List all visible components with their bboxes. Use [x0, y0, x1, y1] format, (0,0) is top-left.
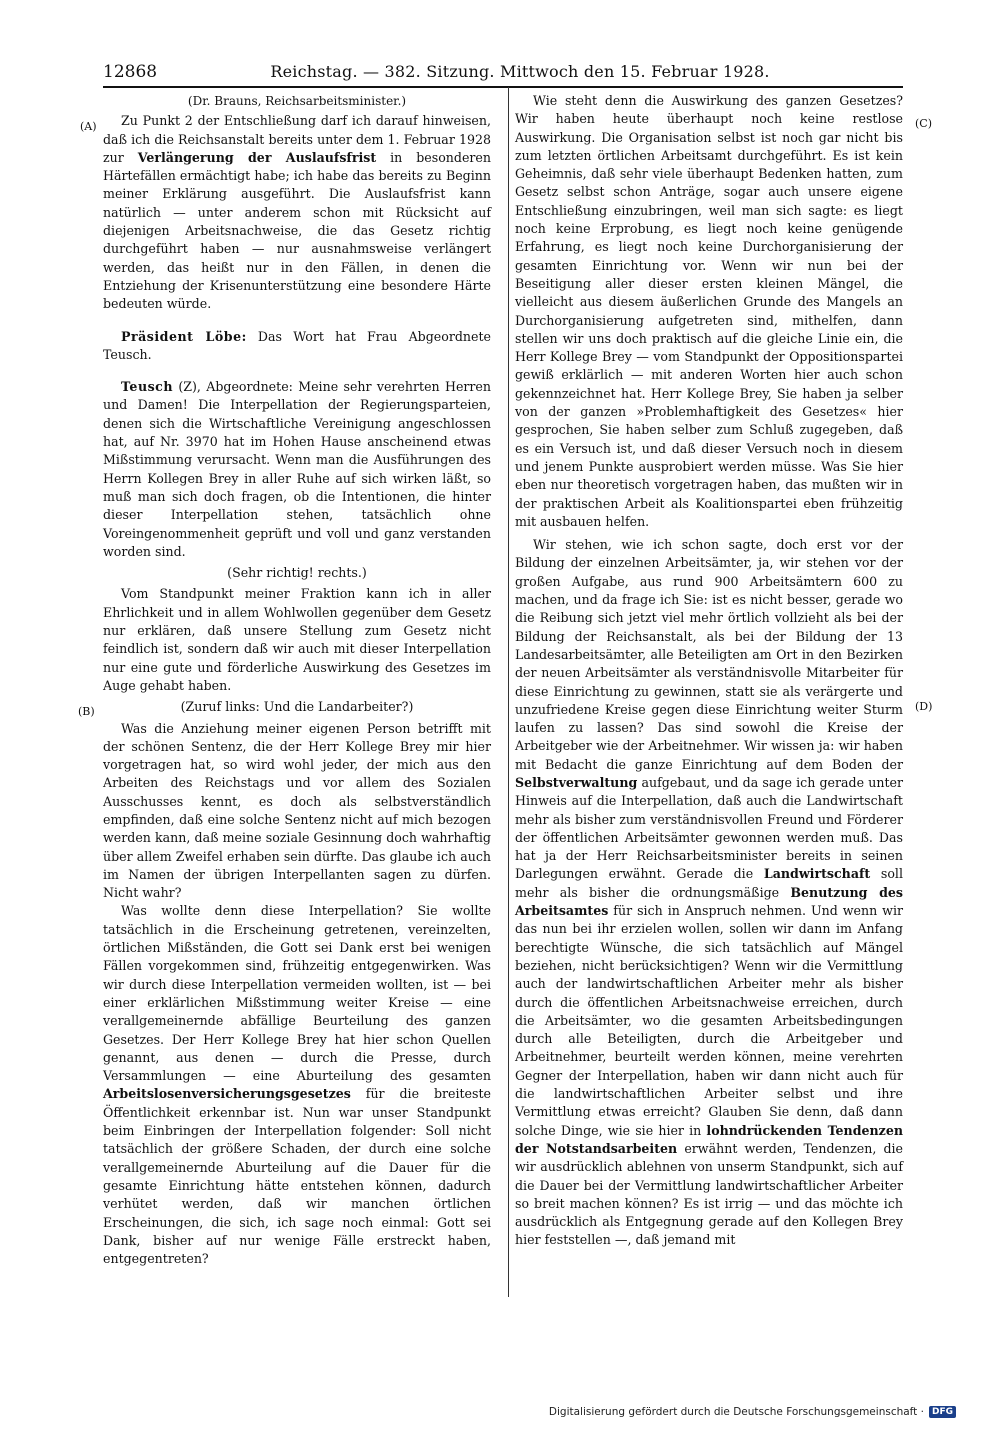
paragraph: Vom Standpunkt meiner Fraktion kann ich in aller Ehrlichkeit und in allem Wohlwollen gegenüber dem Gesetz nur erklären, daß unsere Stellung zum Gesetz nicht feindlich ist, sondern daß wir auch mit dieser Interpellation nur eine gute und förderliche Auswirkung des Gesetzes im Auge gehabt haben.: [103, 586, 491, 693]
header-rule: [103, 86, 903, 88]
bold-term: Landwirtschaft: [763, 866, 871, 882]
interjection: (Sehr richtig! rechts.): [227, 565, 367, 581]
paragraph: Wir stehen, wie ich schon sagte, doch erst vor der Bildung der einzelnen Arbeitsämter, ja, wir stehen vor der großen Aufgabe, aus rund 900 Arbeitsämtern 600 zu machen, und da frage ich Sie: ist es nicht besser, gerade wo die Reibung sich jetzt viel mehr örtlich vollzieht als bei der Bildung der Reichsanstalt, als bei der Bildung der 13 Landesarbeitsämter, alle Beteiligten am Ort in den Bezirken der neuen Arbeitsämter als verständnisvolle Mitarbeiter für diese Einrichtung zu gewinnen, statt sie als verärgerte und unzufriedene Kreise gegen diese Einrichtung weiter Sturm laufen zu lassen? Das sind sowohl die Kreise der Arbeitgeber wie der Arbeitnehmer. Wir wissen ja: wir haben mit Bedacht die ganze Einrichtung auf dem Boden der Selbstverwaltung aufgebaut, und da sage ich gerade unter Hinweis auf die Interpellation, daß auch die Landwirtschaft mehr als bisher zum verständnisvollen Freund und Förderer der öffentlichen Arbeitsämter gewonnen werden muß. Das hat ja der Herr Reichsarbeitsminister bereits in seinen Darlegungen erwähnt. Gerade die Landwirtschaft soll mehr als bisher die ordnungsmäßige Benutzung des Arbeitsamtes für sich in Anspruch nehmen. Und wenn wir das nun bei ihr erzielen wollen, sollen wir dann im Anfang berechtigte Wünsche, die sich tatsächlich auf Mängel beziehen, nicht berücksichtigen? Wenn wir die Vermittlung auch der landwirtschaftlichen Arbeiter mehr als bisher durch die öffentlichen Arbeitsnachweise erreichen, durch die Arbeitsämter, wo die gesamten Arbeitsbedingungen durch alle Beteiligten, durch die Arbeitgeber und Arbeitnehmer, beurteilt werden können, meine verehrten Gegner der Interpellation, haben wir dann nicht auch für die landwirtschaftlichen Arbeiter selbst und ihre Vermittlung etwas erreicht? Glauben Sie denn, daß dann solche Dinge, wie sie hier in lohndrückenden Tendenzen der Notstandsarbeiten erwähnt werden, Tendenzen, die wir ausdrücklich ablehnen von unserm Standpunkt, sich auf die Dauer bei der Vermittlung landwirtschaftlicher Arbeiter so breit machen können? Es ist irrig — und das möchte ich ausdrücklich als Entgegnung gerade auf den Kollegen Brey hier feststellen —, daß jemand mit: [515, 537, 903, 1248]
dfg-logo: DFG: [929, 1406, 956, 1418]
speech-start: Teusch (Z), Abgeordnete: Meine sehr verehrten Herren und Damen! Die Interpellation der Regierungsparteien, denen sich die Wirtschaftliche Vereinigung angeschlossen hat, auf Nr. 3970 hat im Hohen Hause anscheinend etwas Mißstimmung verursacht. Wenn man die Ausführungen des Herrn Kollegen Brey in aller Ruhe auf sich wirken läßt, so muß man sich doch fragen, ob die Intentionen, die hinter dieser Interpellation stehen, tatsächlich ohne Voreingenommenheit geprüft und voll und ganz verstanden worden sind.: [103, 379, 491, 559]
paragraph: Zu Punkt 2 der Entschließung darf ich darauf hinweisen, daß ich die Reichsanstalt bereits unter dem 1. Februar 1928 zur Verlängerung der Auslaufsfrist in besonderen Härtefällen ermächtigt habe; ich habe das bereits zu Beginn meiner Erklärung ausgeführt. Die Auslaufsfrist kann natürlich — unter anderem schon mit Rücksicht auf diejenigen Arbeitsnachweise, die das Gesetz richtig durchgeführt haben — nur ausnahmsweise verlängert werden, das heißt nur in den Fällen, in denen die Entziehung der Krisenunterstützung eine besondere Härte bedeuten würde.: [103, 113, 491, 312]
column-divider: [508, 87, 509, 1297]
digitization-credit: [549, 1406, 956, 1418]
bold-term: Arbeitslosenversicherungsgesetzes: [103, 1086, 351, 1102]
bold-term: Benutzung des Arbeitsamtes: [515, 884, 903, 919]
credit-text: Digitalisierung gefördert durch die Deutsche Forschungsgemeinschaft ·: [548, 1406, 924, 1418]
paragraph: Was wollte denn diese Interpellation? Sie wollte tatsächlich in die Erscheinung getretenen, vereinzelten, örtlichen Mißständen, die Gott sei Dank erst bei wenigen Fällen vorgekommen sind, frühzeitig entgegenwirken. Was wir durch diese Interpellation vermeiden wollten, ist — bei einer erklärlichen Mißstimmung weiter Kreise — eine verallgemeinernde abfällige Beurteilung des ganzen Gesetzes. Der Herr Kollege Brey hat hier schon Quellen genannt, aus denen — durch die Presse, durch Versammlungen — eine Aburteilung des gesamten Arbeitslosenversicherungsgesetzes für die breiteste Öffentlichkeit erkennbar ist. Nun war unser Standpunkt beim Einbringen der Interpellation folgender: Soll nicht tatsächlich der größere Schaden, der durch eine solche verallgemeinernde Aburteilung auf die Dauer für die gesamte Einrichtung hätte entstehen können, dadurch verhütet werden, daß wir manchen örtlichen Erscheinungen, die sich, ich sage noch einmal: Gott sei Dank, bisher auf nur wenige Fälle erstreckt haben, entgegentreten?: [103, 903, 491, 1267]
bold-term: Selbstverwaltung: [515, 774, 638, 790]
left-column: [103, 92, 491, 1268]
speaker-name: Präsident Löbe:: [121, 328, 247, 344]
running-title: Reichstag. — 382. Sitzung. Mittwoch den 15. Februar 1928.: [270, 62, 770, 81]
interjection: (Zuruf links: Und die Landarbeiter?): [180, 699, 414, 715]
right-column: [515, 92, 903, 1250]
margin-label-b: (B): [78, 705, 95, 718]
paragraph: Was die Anziehung meiner eigenen Person betrifft mit der schönen Sentenz, die der Herr Kollege Brey mir hier vorgetragen hat, so wird wohl jeder, der mich aus den Arbeiten des Reichstags und vor allem des Sozialen Ausschusses kennt, es doch als selbstverständlich empfinden, daß eine solche Sentenz nicht auf mich bezogen werden kann, daß meine soziale Gesinnung doch wahrhaftig über allem Zweifel erhaben sein dürfte. Das glaube ich auch im Namen der übrigen Interpellanten sagen zu dürfen. Nicht wahr?: [103, 720, 491, 901]
page-number: 12868: [103, 62, 158, 82]
speech-start: Präsident Löbe: Das Wort hat Frau Abgeordnete Teusch.: [103, 328, 491, 362]
margin-label-c: (C): [915, 117, 932, 130]
speaker-note: (Dr. Brauns, Reichsarbeitsminister.): [187, 94, 407, 108]
speaker-name: Teusch: [121, 379, 174, 395]
margin-label-d: (D): [915, 700, 933, 713]
margin-label-a: (A): [80, 120, 97, 133]
bold-term: Verlängerung der Auslaufsfrist: [137, 149, 377, 165]
paragraph: Wie steht denn die Auswirkung des ganzen Gesetzes? Wir haben heute überhaupt noch keine restlose Auswirkung. Die Organisation selbst ist noch gar nicht bis zum letzten örtlichen Arbeitsamt durchgeführt. Es ist kein Geheimnis, daß sehr viele überhaupt Bedenken hatten, zum Gesetz selbst schon Anträge, sogar auch unsere eigene Entschließung einzubringen, weil man sich sagte: es liegt noch keine Erprobung, es liegt noch keine genügende Erfahrung, es liegt noch keine Durchorganisierung der gesamten Einrichtung vor. Wenn wir nun bei der Beseitigung aller dieser ersten kleinen Mängel, die vielleicht aus diesem äußerlichen Grunde des Mangels an Durchorganisierung aufgetreten sind, mithelfen, dann stellen wir uns doch praktisch auf die gleiche Linie ein, die Herr Kollege Brey — vom Standpunkt der Oppositionspartei gewiß erklärlich — mit anderen Worten hier auch schon gekennzeichnet hat. Herr Kollege Brey, Sie haben ja selber von der ganzen »Problemhaftigkeit des Gesetzes« hier gesprochen, Sie haben selber zum Schluß zugegeben, daß es ein Versuch ist, und daß dieser Versuch noch in diesem und jenem Punkte ausprobiert werden müsse. Was Sie hier eben nur theoretisch vorgetragen haben, das mußten wir in der praktischen Arbeit als Koalitionspartei eben frühzeitig mit ausbauen helfen.: [515, 93, 903, 529]
bold-term: lohndrückenden Tendenzen der Notstandsarbeiten: [515, 1122, 903, 1156]
